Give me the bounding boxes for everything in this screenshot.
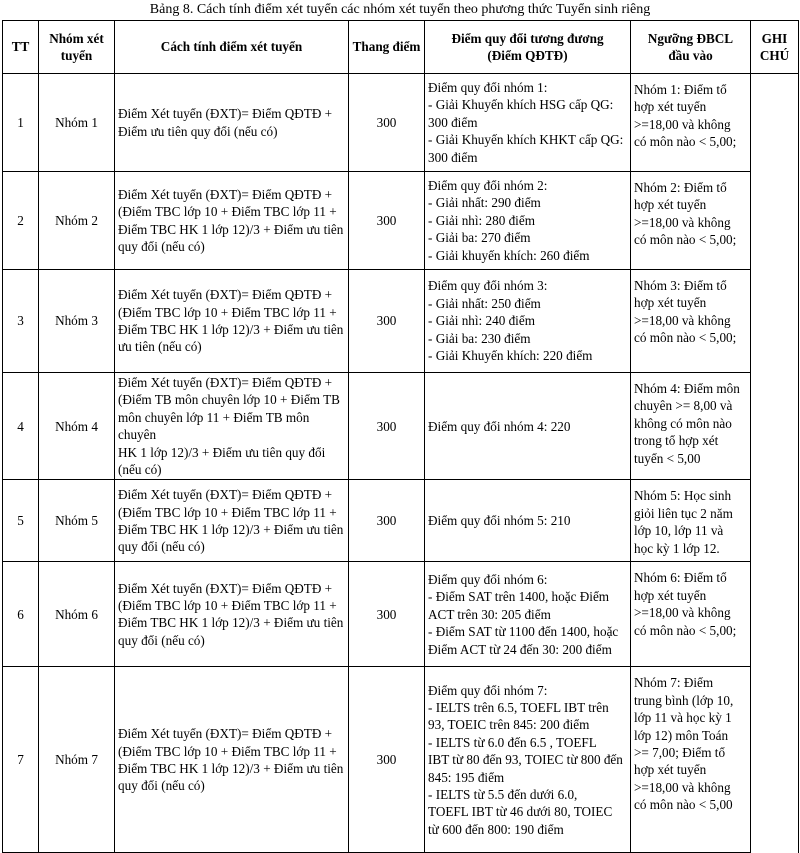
- table-row: [3, 74, 799, 172]
- row-equiv-cell-line: Điểm ACT từ 24 đến 30: 200 điểm: [428, 641, 612, 657]
- row-equiv-cell-line: - Điểm SAT trên 1400, hoặc Điểm: [428, 589, 610, 605]
- row-formula-cell-line: Điểm Xét tuyển (ĐXT)= Điểm QĐTĐ +: [118, 287, 333, 303]
- row-equiv-cell-line: Điểm quy đổi nhóm 3:: [428, 278, 548, 294]
- row-threshold-cell: [631, 74, 751, 172]
- row-equiv-cell-line: Điểm quy đổi nhóm 5: 210: [428, 513, 571, 529]
- row-threshold-cell-line: hợp xét tuyển: [634, 99, 707, 115]
- row-equiv-cell-line: - Giải nhì: 240 điểm: [428, 313, 535, 329]
- row-formula-cell: [115, 373, 349, 480]
- row-formula-cell-line: (nếu có): [118, 462, 162, 478]
- row-formula-cell-line: Điểm TBC HK 1 lớp 12)/3 + Điểm ưu tiên: [118, 322, 344, 337]
- header-group: Nhóm xét tuyển: [39, 21, 115, 74]
- row-scale-cell: 300: [349, 172, 425, 270]
- row-threshold-cell-line: >=18,00 và không: [634, 312, 731, 328]
- row-threshold-cell-line: lớp 12) môn Toán: [634, 727, 729, 743]
- row-formula-cell-line: Điểm ưu tiên quy đổi (nếu có): [118, 123, 278, 139]
- row-formula-cell-line: Điểm Xét tuyển (ĐXT)= Điểm QĐTĐ +: [118, 487, 333, 503]
- row-group-cell: Nhóm 7: [39, 667, 115, 853]
- row-tt-cell: 3: [3, 270, 39, 373]
- row-equiv-cell-line: - Giải Khuyến khích KHKT cấp QG:: [428, 132, 624, 148]
- row-note-cell: [751, 74, 799, 853]
- row-equiv-cell-line: Điểm quy đổi nhóm 4: 220: [428, 418, 571, 434]
- row-equiv-cell: [425, 562, 631, 667]
- row-scale-cell: 300: [349, 270, 425, 373]
- row-formula-cell-line: quy đổi (nếu có): [118, 238, 205, 254]
- row-threshold-cell-line: có môn nào < 5,00;: [634, 622, 737, 638]
- row-threshold-cell-line: Nhóm 1: Điểm tổ: [634, 82, 727, 97]
- row-tt-cell: 4: [3, 373, 39, 480]
- row-formula-cell-line: (Điểm TBC lớp 10 + Điểm TBC lớp 11 +: [118, 204, 337, 220]
- row-equiv-cell-line: - IELTS từ 6.0 đến 6.5 , TOEFL: [428, 734, 597, 750]
- row-equiv-cell-line: ACT trên 30: 205 điểm: [428, 606, 551, 622]
- row-group-cell: Nhóm 3: [39, 270, 115, 373]
- row-tt-cell: 7: [3, 667, 39, 853]
- row-equiv-cell-line: - Giải khuyến khích: 260 điểm: [428, 247, 590, 263]
- row-threshold-cell-line: học kỳ 1 lớp 12.: [634, 540, 720, 556]
- row-formula-cell-line: quy đổi (nếu có): [118, 632, 205, 648]
- table-body: [3, 74, 799, 853]
- header-equiv: Điểm quy đổi tương đương (Điểm QĐTĐ): [425, 21, 631, 74]
- row-threshold-cell-line: giỏi liên tục 2 năm: [634, 505, 733, 521]
- row-scale-cell: 300: [349, 562, 425, 667]
- row-threshold-cell-line: có môn nào < 5,00;: [634, 232, 737, 248]
- row-threshold-cell: [631, 172, 751, 270]
- row-threshold-cell: [631, 480, 751, 562]
- row-equiv-cell-line: - Giải nhất: 290 điểm: [428, 195, 541, 211]
- row-scale-cell: 300: [349, 373, 425, 480]
- row-formula-cell: [115, 270, 349, 373]
- header-scale: Thang điểm: [349, 21, 425, 74]
- row-equiv-cell: [425, 74, 631, 172]
- row-formula-cell-line: Điểm TBC HK 1 lớp 12)/3 + Điểm ưu tiên: [118, 615, 344, 631]
- row-equiv-cell-line: 300 điểm: [428, 114, 478, 130]
- header-note: GHI CHÚ: [751, 21, 799, 74]
- row-formula-cell-line: ưu tiên (nếu có): [118, 339, 202, 355]
- row-equiv-cell-line: 300 điểm: [428, 149, 478, 165]
- row-formula-cell-line: môn chuyên lớp 11 + Điểm TB môn chuyên: [118, 409, 310, 443]
- row-equiv-cell-line: - Giải nhất: 250 điểm: [428, 295, 541, 311]
- row-formula-cell-line: (Điểm TBC lớp 10 + Điểm TBC lớp 11 +: [118, 504, 337, 520]
- row-equiv-cell-line: 845: 195 điểm: [428, 769, 505, 785]
- row-formula-cell-line: (Điểm TBC lớp 10 + Điểm TBC lớp 11 +: [118, 743, 337, 759]
- row-threshold-cell-line: >=18,00 và không: [634, 116, 731, 132]
- row-threshold-cell-line: Nhóm 2: Điểm tổ: [634, 180, 727, 195]
- row-formula-cell-line: (Điểm TBC lớp 10 + Điểm TBC lớp 11 +: [118, 598, 337, 614]
- row-group-cell: Nhóm 5: [39, 480, 115, 562]
- row-threshold-cell-line: trong tổ hợp xét: [634, 433, 719, 449]
- header-tt: TT: [3, 21, 39, 74]
- row-threshold-cell-line: không có môn nào: [634, 415, 732, 431]
- row-threshold-cell-line: Nhóm 4: Điểm môn: [634, 381, 740, 396]
- row-threshold-cell-line: Nhóm 6: Điểm tổ: [634, 570, 727, 586]
- table-row: [3, 667, 799, 853]
- row-formula-cell-line: Điểm Xét tuyển (ĐXT)= Điểm QĐTĐ +: [118, 375, 333, 390]
- row-threshold-cell: [631, 562, 751, 667]
- row-threshold-cell: [631, 373, 751, 480]
- row-threshold-cell-line: Nhóm 7: Điểm: [634, 675, 714, 691]
- admission-table: [2, 20, 799, 853]
- row-equiv-cell-line: TOEFL IBT từ 46 dưới 80, TOIEC: [428, 804, 613, 820]
- row-scale-cell: 300: [349, 667, 425, 853]
- row-threshold-cell-line: >=18,00 và không: [634, 605, 731, 621]
- row-threshold-cell-line: >=18,00 và không: [634, 214, 731, 230]
- row-tt-cell: 2: [3, 172, 39, 270]
- row-equiv-cell-line: 93, TOEIC trên 845: 200 điểm: [428, 717, 590, 733]
- row-tt-cell: 1: [3, 74, 39, 172]
- row-equiv-cell-line: - Giải Khuyến khích HSG cấp QG:: [428, 97, 614, 113]
- row-threshold-cell-line: lớp 11 và học kỳ 1: [634, 710, 732, 726]
- row-group-cell: Nhóm 4: [39, 373, 115, 480]
- table-caption: Bảng 8. Cách tính điểm xét tuyển các nhóm xét tuyển theo phương thức Tuyển sinh riêng: [149, 2, 651, 17]
- row-group-cell: Nhóm 6: [39, 562, 115, 667]
- row-equiv-cell-line: - IELTS trên 6.5, TOEFL IBT trên: [428, 700, 609, 716]
- table-row: [3, 373, 799, 480]
- row-threshold-cell-line: hợp xét tuyển: [634, 587, 707, 603]
- row-equiv-cell: [425, 480, 631, 562]
- row-threshold-cell-line: Nhóm 3: Điểm tổ: [634, 278, 727, 293]
- header-threshold: Ngưỡng ĐBCL đầu vào: [631, 21, 751, 74]
- row-threshold-cell-line: có môn nào < 5,00;: [634, 134, 737, 150]
- row-equiv-cell-line: từ 600 đến 800: 190 điểm: [428, 821, 564, 837]
- row-equiv-cell-line: IBT từ 80 đến 93, TOIEC từ 800 đến: [428, 752, 623, 768]
- row-formula-cell-line: (Điểm TB môn chuyên lớp 10 + Điểm TB: [118, 392, 340, 408]
- row-formula-cell-line: Điểm TBC HK 1 lớp 12)/3 + Điểm ưu tiên: [118, 221, 344, 237]
- row-formula-cell-line: HK 1 lớp 12)/3 + Điểm ưu tiên quy đổi: [118, 444, 326, 460]
- table-row: [3, 480, 799, 562]
- row-formula-cell-line: (Điểm TBC lớp 10 + Điểm TBC lớp 11 +: [118, 304, 337, 320]
- row-tt-cell: 6: [3, 562, 39, 667]
- row-equiv-cell-line: - IELTS từ 5.5 đến dưới 6.0,: [428, 787, 578, 803]
- row-equiv-cell: [425, 373, 631, 480]
- row-formula-cell: [115, 562, 349, 667]
- header-formula: Cách tính điểm xét tuyển: [115, 21, 349, 74]
- row-equiv-cell-line: Điểm quy đổi nhóm 7:: [428, 682, 548, 698]
- row-threshold-cell-line: hợp xét tuyển: [634, 762, 707, 778]
- row-formula-cell: [115, 480, 349, 562]
- row-formula-cell: [115, 667, 349, 853]
- row-equiv-cell-line: - Điểm SAT từ 1100 đến 1400, hoặc: [428, 624, 619, 640]
- row-threshold-cell-line: hợp xét tuyển: [634, 197, 707, 213]
- row-threshold-cell-line: >=18,00 và không: [634, 779, 731, 795]
- row-formula-cell-line: Điểm Xét tuyển (ĐXT)= Điểm QĐTĐ +: [118, 106, 333, 122]
- row-scale-cell: 300: [349, 74, 425, 172]
- row-equiv-cell-line: - Giải ba: 230 điểm: [428, 330, 531, 346]
- row-threshold-cell: [631, 667, 751, 853]
- row-threshold-cell-line: >= 7,00; Điểm tổ: [634, 745, 726, 761]
- row-group-cell: Nhóm 2: [39, 172, 115, 270]
- row-equiv-cell-line: Điểm quy đổi nhóm 2:: [428, 177, 548, 193]
- row-threshold-cell-line: Nhóm 5: Học sinh: [634, 488, 732, 504]
- row-threshold-cell: [631, 270, 751, 373]
- row-formula-cell-line: Điểm Xét tuyển (ĐXT)= Điểm QĐTĐ +: [118, 726, 333, 742]
- table-row: [3, 562, 799, 667]
- row-equiv-cell-line: - Giải nhì: 280 điểm: [428, 212, 535, 228]
- row-formula-cell-line: Điểm Xét tuyển (ĐXT)= Điểm QĐTĐ +: [118, 580, 333, 596]
- row-formula-cell-line: Điểm TBC HK 1 lớp 12)/3 + Điểm ưu tiên: [118, 521, 344, 537]
- row-threshold-cell-line: tuyển < 5,00: [634, 450, 701, 466]
- row-threshold-cell-line: có môn nào < 5,00;: [634, 330, 737, 346]
- row-threshold-cell-line: chuyên >= 8,00 và: [634, 398, 733, 414]
- row-formula-cell-line: Điểm Xét tuyển (ĐXT)= Điểm QĐTĐ +: [118, 186, 333, 202]
- row-group-cell: Nhóm 1: [39, 74, 115, 172]
- row-threshold-cell-line: lớp 10, lớp 11 và: [634, 523, 724, 539]
- row-threshold-cell-line: trung bình (lớp 10,: [634, 692, 734, 708]
- row-threshold-cell-line: có môn nào < 5,00: [634, 797, 733, 813]
- row-scale-cell: 300: [349, 480, 425, 562]
- row-equiv-cell-line: Điểm quy đổi nhóm 1:: [428, 79, 548, 95]
- header-row: [3, 21, 799, 74]
- table-row: [3, 270, 799, 373]
- table-row: [3, 172, 799, 270]
- row-equiv-cell-line: - Giải Khuyến khích: 220 điểm: [428, 348, 593, 364]
- row-threshold-cell-line: hợp xét tuyển: [634, 295, 707, 311]
- row-equiv-cell-line: Điểm quy đổi nhóm 6:: [428, 571, 548, 587]
- row-formula-cell-line: quy đổi (nếu có): [118, 778, 205, 794]
- row-equiv-cell-line: - Giải ba: 270 điểm: [428, 230, 531, 246]
- row-formula-cell-line: quy đổi (nếu có): [118, 539, 205, 555]
- row-equiv-cell: [425, 172, 631, 270]
- row-tt-cell: 5: [3, 480, 39, 562]
- row-formula-cell-line: Điểm TBC HK 1 lớp 12)/3 + Điểm ưu tiên: [118, 760, 344, 776]
- row-equiv-cell: [425, 667, 631, 853]
- row-equiv-cell: [425, 270, 631, 373]
- row-formula-cell: [115, 74, 349, 172]
- row-formula-cell: [115, 172, 349, 270]
